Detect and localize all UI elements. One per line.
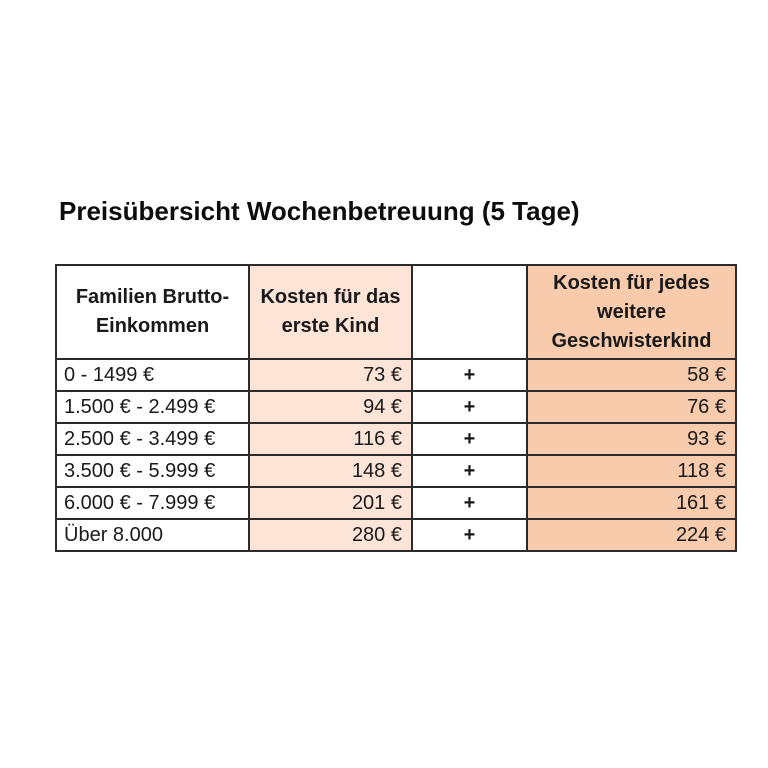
income-cell: Über 8.000 xyxy=(56,519,249,551)
table-row xyxy=(56,519,736,551)
plus-cell: + xyxy=(412,423,527,455)
price-table xyxy=(55,264,737,552)
plus-cell: + xyxy=(412,391,527,423)
first-child-cost-cell: 201 € xyxy=(249,487,412,519)
plus-cell: + xyxy=(412,487,527,519)
first-child-cost-cell: 280 € xyxy=(249,519,412,551)
sibling-cost-cell: 161 € xyxy=(527,487,736,519)
income-column-header: Familien Brutto-Einkommen xyxy=(56,265,249,359)
sibling-column-header: Kosten für jedes weitere Geschwisterkind xyxy=(527,265,736,359)
table-row xyxy=(56,391,736,423)
sibling-cost-cell: 76 € xyxy=(527,391,736,423)
income-cell: 6.000 € - 7.999 € xyxy=(56,487,249,519)
table-row xyxy=(56,423,736,455)
first-child-column-header: Kosten für das erste Kind xyxy=(249,265,412,359)
first-child-cost-cell: 116 € xyxy=(249,423,412,455)
table-header-row xyxy=(56,265,736,359)
plus-cell: + xyxy=(412,455,527,487)
sibling-cost-cell: 118 € xyxy=(527,455,736,487)
income-cell: 3.500 € - 5.999 € xyxy=(56,455,249,487)
first-child-cost-cell: 94 € xyxy=(249,391,412,423)
sibling-cost-cell: 93 € xyxy=(527,423,736,455)
income-cell: 0 - 1499 € xyxy=(56,359,249,391)
plus-cell: + xyxy=(412,519,527,551)
table-row xyxy=(56,487,736,519)
plus-column-header xyxy=(412,265,527,359)
table-row xyxy=(56,359,736,391)
first-child-cost-cell: 148 € xyxy=(249,455,412,487)
sibling-cost-cell: 58 € xyxy=(527,359,736,391)
page-title: Preisübersicht Wochenbetreuung (5 Tage) xyxy=(59,196,580,226)
first-child-cost-cell: 73 € xyxy=(249,359,412,391)
sibling-cost-cell: 224 € xyxy=(527,519,736,551)
income-cell: 2.500 € - 3.499 € xyxy=(56,423,249,455)
income-cell: 1.500 € - 2.499 € xyxy=(56,391,249,423)
plus-cell: + xyxy=(412,359,527,391)
table-row xyxy=(56,455,736,487)
